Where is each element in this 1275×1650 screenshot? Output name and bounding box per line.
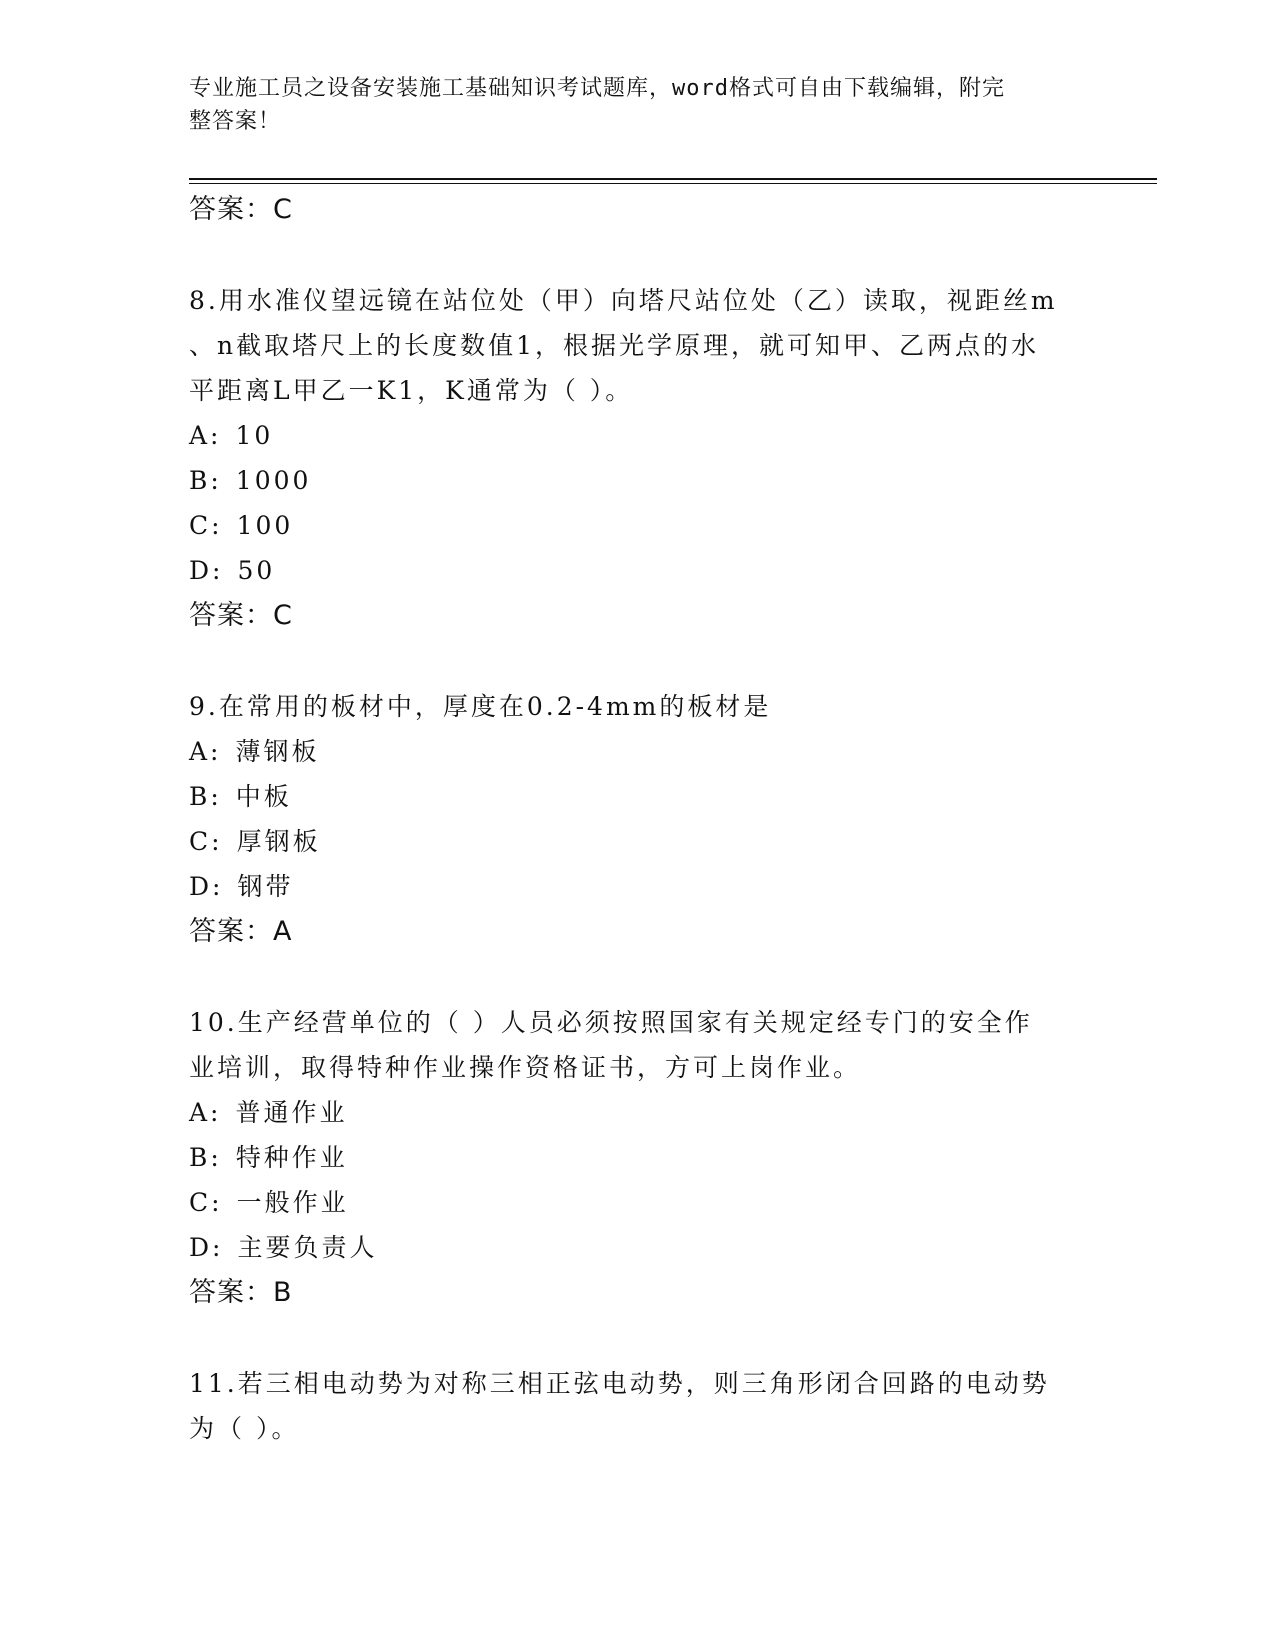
option-text: 50 (237, 556, 276, 585)
question-10-option-a (189, 1098, 348, 1128)
option-label: A: (189, 737, 222, 766)
option-label: A: (189, 421, 222, 450)
option-text: 薄钢板 (235, 737, 320, 766)
question-9-answer: 答案：A (189, 916, 293, 947)
question-8-option-c (189, 511, 293, 541)
option-text: 厚钢板 (236, 827, 321, 856)
option-text: 主要负责人 (237, 1233, 378, 1262)
question-8-option-d (189, 556, 275, 586)
document-header (189, 72, 1069, 138)
header-line-2: 整答案！ (189, 109, 282, 134)
option-label: D: (189, 556, 224, 585)
header-divider-thick (189, 178, 1157, 180)
question-11-stem-line-1: 11.若三相电动势为对称三相正弦电动势，则三角形闭合回路的电动势 (189, 1369, 1050, 1398)
question-9-option-d (189, 872, 293, 902)
question-10-option-d (189, 1233, 377, 1263)
option-label: D: (189, 872, 224, 901)
header-line-1: 专业施工员之设备安装施工基础知识考试题库，word格式可自由下载编辑，附完 (189, 76, 1005, 101)
question-11-stem-line-2: 为（ ）。 (189, 1414, 300, 1443)
option-text: 10 (235, 421, 274, 450)
header-divider-thin (189, 183, 1157, 184)
question-10-option-c (189, 1188, 349, 1218)
question-9-stem-line-1: 9.在常用的板材中，厚度在0.2-4mm的板材是 (189, 692, 772, 721)
option-text: 普通作业 (235, 1098, 348, 1127)
option-text: 1000 (235, 466, 312, 495)
option-label: D: (189, 1233, 224, 1262)
question-8-option-b (189, 466, 311, 496)
question-9-option-a (189, 737, 320, 767)
question-8-stem-line-1: 8.用水准仪望远镜在站位处（甲）向塔尺站位处（乙）读取，视距丝m (189, 286, 1058, 315)
option-label: C: (189, 827, 223, 856)
question-10-option-b (189, 1143, 348, 1173)
option-text: 100 (236, 511, 294, 540)
question-10-stem-line-2: 业培训，取得特种作业操作资格证书，方可上岗作业。 (189, 1053, 862, 1082)
option-label: B: (189, 466, 222, 495)
question-9-option-b (189, 782, 292, 812)
question-10-stem-line-1: 10.生产经营单位的（ ）人员必须按照国家有关规定经专门的安全作 (189, 1008, 1033, 1037)
option-text: 钢带 (237, 872, 294, 901)
option-label: C: (189, 1188, 223, 1217)
previous-answer: 答案：C (189, 194, 293, 225)
option-label: C: (189, 511, 223, 540)
question-8-stem-line-2: 、n截取塔尺上的长度数值1，根据光学原理，就可知甲、乙两点的水 (189, 331, 1040, 360)
option-label: B: (189, 1143, 222, 1172)
question-8-option-a (189, 421, 273, 451)
question-8-stem-line-3: 平距离L甲乙一K1，K通常为（ ）。 (189, 376, 634, 405)
question-10-answer: 答案：B (189, 1277, 293, 1308)
question-8-answer: 答案：C (189, 600, 293, 631)
option-text: 特种作业 (235, 1143, 348, 1172)
option-label: A: (189, 1098, 222, 1127)
option-text: 一般作业 (236, 1188, 349, 1217)
option-label: B: (189, 782, 222, 811)
question-9-option-c (189, 827, 321, 857)
option-text: 中板 (235, 782, 292, 811)
